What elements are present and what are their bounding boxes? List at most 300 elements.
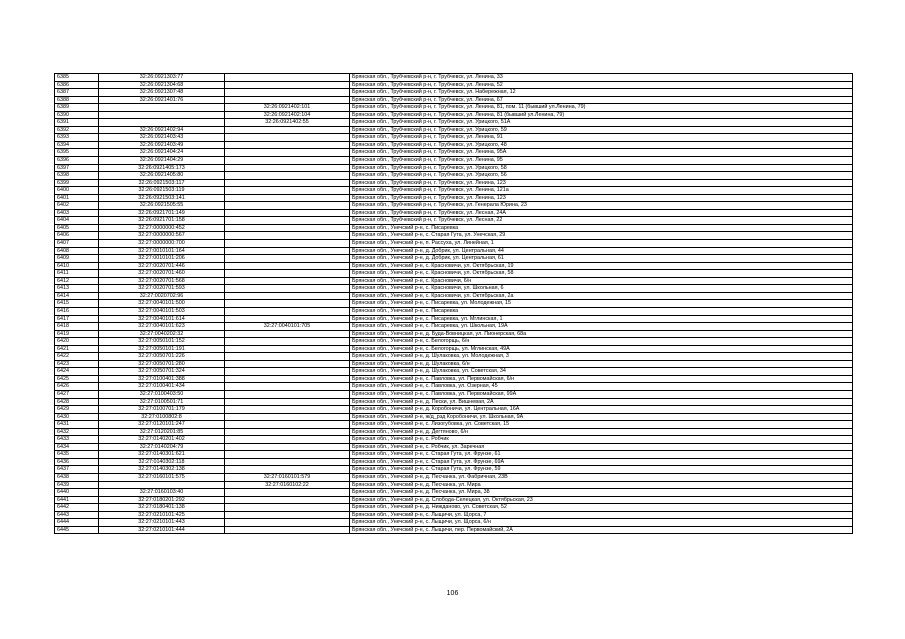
address-cell: Брянская обл., Трубчевский р-н, г. Трубчевск, ул. Ленина, 67 xyxy=(350,96,853,104)
page-number: 106 xyxy=(446,590,459,597)
cadastral-number-cell: 32:27:0160101:575 xyxy=(99,473,225,481)
cadastral-number-cell: 32:26:0921503:141 xyxy=(99,194,225,202)
cadastral-number-cell: 32:27:0100401:434 xyxy=(99,383,225,391)
table-row xyxy=(55,496,853,504)
related-cadastral-number-cell xyxy=(225,307,350,315)
row-number-cell: 6440 xyxy=(55,489,99,497)
row-number-cell: 6429 xyxy=(55,406,99,414)
table-row xyxy=(55,217,853,225)
table-row xyxy=(55,466,853,474)
related-cadastral-number-cell: 32:27:0040101:705 xyxy=(225,323,350,331)
table-row xyxy=(55,421,853,429)
table-row xyxy=(55,81,853,89)
address-cell: Брянская обл., Унечский р-н, с. Старая Гута, ул. Фрунзе, 61 xyxy=(350,451,853,459)
row-number-cell: 6403 xyxy=(55,209,99,217)
row-number-cell: 6389 xyxy=(55,104,99,112)
row-number-cell: 6388 xyxy=(55,96,99,104)
row-number-cell: 6406 xyxy=(55,232,99,240)
related-cadastral-number-cell xyxy=(225,353,350,361)
table-row xyxy=(55,277,853,285)
table-row xyxy=(55,202,853,210)
related-cadastral-number-cell xyxy=(225,338,350,346)
cadastral-number-cell: 32:27:0010101:164 xyxy=(99,247,225,255)
row-number-cell: 6402 xyxy=(55,202,99,210)
cadastral-number-cell: 32:26:0921303:77 xyxy=(99,74,225,82)
row-number-cell: 6442 xyxy=(55,504,99,512)
cadastral-number-cell: 32:27:0120101:247 xyxy=(99,421,225,429)
cadastral-number-cell: 32:26:0921402:94 xyxy=(99,126,225,134)
row-number-cell: 6428 xyxy=(55,398,99,406)
address-cell: Брянская обл., Унечский р-н, с. Писаревка, ул. Мглинская, 1 xyxy=(350,315,853,323)
address-cell: Брянская обл., Унечский р-н, с. Старая Гута, ул. Фрунзе, 59 xyxy=(350,466,853,474)
address-cell: Брянская обл., Трубчевский р-н, г. Трубчевск, ул. Урицкого, 58 xyxy=(350,164,853,172)
address-cell: Брянская обл., Унечский р-н, д. Добрик, ул. Центральная, 61 xyxy=(350,255,853,263)
row-number-cell: 6422 xyxy=(55,353,99,361)
row-number-cell: 6393 xyxy=(55,134,99,142)
related-cadastral-number-cell xyxy=(225,466,350,474)
row-number-cell: 6414 xyxy=(55,292,99,300)
cadastral-number-cell: 32:26:0921701:149 xyxy=(99,209,225,217)
related-cadastral-number-cell xyxy=(225,406,350,414)
table-row xyxy=(55,504,853,512)
related-cadastral-number-cell xyxy=(225,157,350,165)
cadastral-number-cell xyxy=(99,119,225,127)
table-row xyxy=(55,511,853,519)
table-row xyxy=(55,111,853,119)
address-cell: Брянская обл., Унечский р-н, д. Песчанка, ул. Мира, 38 xyxy=(350,489,853,497)
table-row xyxy=(55,368,853,376)
table-row xyxy=(55,232,853,240)
address-cell: Брянская обл., Трубчевский р-н, г. Трубчевск, ул. Урицкого, 48 xyxy=(350,141,853,149)
row-number-cell: 6412 xyxy=(55,277,99,285)
cadastral-number-cell: 32:27:0140201:402 xyxy=(99,436,225,444)
row-number-cell: 6401 xyxy=(55,194,99,202)
related-cadastral-number-cell xyxy=(225,375,350,383)
table-row xyxy=(55,406,853,414)
row-number-cell: 6424 xyxy=(55,368,99,376)
table-row xyxy=(55,157,853,165)
related-cadastral-number-cell xyxy=(225,149,350,157)
related-cadastral-number-cell xyxy=(225,89,350,97)
row-number-cell: 6409 xyxy=(55,255,99,263)
related-cadastral-number-cell xyxy=(225,255,350,263)
related-cadastral-number-cell xyxy=(225,194,350,202)
cadastral-number-cell: 32:26:0921307:48 xyxy=(99,89,225,97)
cadastral-number-cell: 32:27:0050101:191 xyxy=(99,345,225,353)
related-cadastral-number-cell xyxy=(225,270,350,278)
related-cadastral-number-cell xyxy=(225,247,350,255)
related-cadastral-number-cell xyxy=(225,368,350,376)
related-cadastral-number-cell xyxy=(225,277,350,285)
cadastral-number-cell: 32:27:0210101:443 xyxy=(99,519,225,527)
address-cell: Брянская обл., Унечский р-н, с. Белогорщь, ул. Мглинская, 49А xyxy=(350,345,853,353)
related-cadastral-number-cell xyxy=(225,217,350,225)
related-cadastral-number-cell xyxy=(225,413,350,421)
property-table xyxy=(54,73,853,534)
related-cadastral-number-cell xyxy=(225,428,350,436)
table-row xyxy=(55,240,853,248)
address-cell: Брянская обл., Трубчевский р-н, г. Трубчевск, ул. Ленина, 95 xyxy=(350,157,853,165)
address-cell: Брянская обл., Унечский р-н, п. Рассуха, ул. Линейная, 1 xyxy=(350,240,853,248)
address-cell: Брянская обл., Унечский р-н, с. Лыщичи, ул. Щорса, 6/н xyxy=(350,519,853,527)
table-row xyxy=(55,451,853,459)
row-number-cell: 6399 xyxy=(55,179,99,187)
related-cadastral-number-cell xyxy=(225,330,350,338)
address-cell: Брянская обл., Трубчевский р-н, г. Трубчевск, ул. Урицкого, 59 xyxy=(350,126,853,134)
related-cadastral-number-cell xyxy=(225,315,350,323)
related-cadastral-number-cell: 32:27:0160102:22 xyxy=(225,481,350,489)
table-row xyxy=(55,526,853,534)
address-cell: Брянская обл., Унечский р-н, д. Песчанка, ул. Фабричная, 23В xyxy=(350,473,853,481)
table-row xyxy=(55,187,853,195)
cadastral-number-cell: 32:27:0040101:503 xyxy=(99,307,225,315)
related-cadastral-number-cell xyxy=(225,300,350,308)
cadastral-number-cell: 32:27:0020701:460 xyxy=(99,270,225,278)
table-row xyxy=(55,345,853,353)
cadastral-number-cell: 32:27:0100401:388 xyxy=(99,375,225,383)
row-number-cell: 6394 xyxy=(55,141,99,149)
table-row xyxy=(55,300,853,308)
cadastral-number-cell: 32:27:0020701:446 xyxy=(99,262,225,270)
related-cadastral-number-cell: 32:27:0160101:579 xyxy=(225,473,350,481)
related-cadastral-number-cell xyxy=(225,421,350,429)
row-number-cell: 6427 xyxy=(55,390,99,398)
table-row xyxy=(55,390,853,398)
table-row xyxy=(55,285,853,293)
address-cell: Брянская обл., Унечский р-н, с. Белогорщь, 6/н xyxy=(350,338,853,346)
related-cadastral-number-cell xyxy=(225,172,350,180)
cadastral-number-cell: 32:27:0000000:452 xyxy=(99,224,225,232)
related-cadastral-number-cell xyxy=(225,360,350,368)
address-cell: Брянская обл., Унечский р-н, д. Дегтяново, 6/н xyxy=(350,428,853,436)
related-cadastral-number-cell xyxy=(225,451,350,459)
related-cadastral-number-cell xyxy=(225,164,350,172)
row-number-cell: 6408 xyxy=(55,247,99,255)
cadastral-number-cell: 32:26:0921304:68 xyxy=(99,81,225,89)
address-cell: Брянская обл., Унечский р-н, д. Добрик, ул. Центральная, 44 xyxy=(350,247,853,255)
address-cell: Брянская обл., Трубчевский р-н, г. Трубчевск, ул. Урицкого, 51А xyxy=(350,119,853,127)
address-cell: Брянская обл., Унечский р-н, с. Красновичи, ул. Октябрьская, 58 xyxy=(350,270,853,278)
row-number-cell: 6436 xyxy=(55,458,99,466)
related-cadastral-number-cell xyxy=(225,262,350,270)
address-cell: Брянская обл., Трубчевский р-н, г. Трубчевск, ул. Генерала Юрина, 23 xyxy=(350,202,853,210)
row-number-cell: 6430 xyxy=(55,413,99,421)
address-cell: Брянская обл., Унечский р-н, с. Писаревка, ул. Молодежная, 15 xyxy=(350,300,853,308)
table-row xyxy=(55,126,853,134)
row-number-cell: 6423 xyxy=(55,360,99,368)
cadastral-number-cell: 32:27:0180401:138 xyxy=(99,504,225,512)
row-number-cell: 6400 xyxy=(55,187,99,195)
cadastral-number-cell: 32:27:0010101:206 xyxy=(99,255,225,263)
cadastral-number-cell: 32:27:0140302:118 xyxy=(99,458,225,466)
table-row xyxy=(55,519,853,527)
table-row xyxy=(55,96,853,104)
cadastral-number-cell: 32:27:0210101:444 xyxy=(99,526,225,534)
table-row xyxy=(55,398,853,406)
row-number-cell: 6392 xyxy=(55,126,99,134)
related-cadastral-number-cell: 32:26:0921402:104 xyxy=(225,111,350,119)
table-row xyxy=(55,141,853,149)
related-cadastral-number-cell xyxy=(225,74,350,82)
address-cell: Брянская обл., Унечский р-н, с. Старая Гута, ул. Унечская, 29 xyxy=(350,232,853,240)
table-row xyxy=(55,436,853,444)
cadastral-number-cell: 32:27:0140302:138 xyxy=(99,466,225,474)
table-row xyxy=(55,383,853,391)
related-cadastral-number-cell xyxy=(225,285,350,293)
table-body xyxy=(55,74,853,534)
cadastral-number-cell: 32:27:0100802:8 xyxy=(99,413,225,421)
table-row xyxy=(55,338,853,346)
table-row xyxy=(55,255,853,263)
address-cell: Брянская обл., Трубчевский р-н, г. Трубчевск, ул. Ленина, 123 xyxy=(350,194,853,202)
row-number-cell: 6386 xyxy=(55,81,99,89)
row-number-cell: 6419 xyxy=(55,330,99,338)
row-number-cell: 6437 xyxy=(55,466,99,474)
cadastral-number-cell: 32:26:0921405:80 xyxy=(99,172,225,180)
table-row xyxy=(55,428,853,436)
address-cell: Брянская обл., Унечский р-н, с. Робчик, ул. Заречная xyxy=(350,443,853,451)
address-cell: Брянская обл., Унечский р-н, с. Павловка, ул. Первомайская, 6/н xyxy=(350,375,853,383)
address-cell: Брянская обл., Трубчевский р-н, г. Трубчевск, ул. Ленина, 33 xyxy=(350,74,853,82)
table-row xyxy=(55,134,853,142)
cadastral-number-cell xyxy=(99,481,225,489)
address-cell: Брянская обл., Унечский р-н, д. Буда-Вовницкая, ул. Пионерская, 68а xyxy=(350,330,853,338)
related-cadastral-number-cell xyxy=(225,224,350,232)
address-cell: Брянская обл., Унечский р-н, с. Писаревка, ул. Школьная, 19А xyxy=(350,323,853,331)
row-number-cell: 6395 xyxy=(55,149,99,157)
related-cadastral-number-cell xyxy=(225,81,350,89)
related-cadastral-number-cell xyxy=(225,179,350,187)
row-number-cell: 6443 xyxy=(55,511,99,519)
table-row xyxy=(55,119,853,127)
row-number-cell: 6417 xyxy=(55,315,99,323)
address-cell: Брянская обл., Унечский р-н, с. Лизогубовка, ул. Советская, 15 xyxy=(350,421,853,429)
address-cell: Брянская обл., Унечский р-н, д. Шулаковка, ул. Молодежная, 3 xyxy=(350,353,853,361)
table-row xyxy=(55,262,853,270)
row-number-cell: 6396 xyxy=(55,157,99,165)
cadastral-number-cell: 32:26:0921401:76 xyxy=(99,96,225,104)
row-number-cell: 6433 xyxy=(55,436,99,444)
related-cadastral-number-cell xyxy=(225,345,350,353)
table-row xyxy=(55,307,853,315)
table-row xyxy=(55,74,853,82)
cadastral-number-cell: 32:27:0000000:567 xyxy=(99,232,225,240)
row-number-cell: 6407 xyxy=(55,240,99,248)
table-row xyxy=(55,353,853,361)
table-row xyxy=(55,489,853,497)
related-cadastral-number-cell xyxy=(225,489,350,497)
row-number-cell: 6413 xyxy=(55,285,99,293)
row-number-cell: 6426 xyxy=(55,383,99,391)
cadastral-number-cell: 32:27:0210101:425 xyxy=(99,511,225,519)
address-cell: Брянская обл., Унечский р-н, с. Красновичи, ул. Октябрьская, 2а xyxy=(350,292,853,300)
related-cadastral-number-cell xyxy=(225,187,350,195)
cadastral-number-cell: 32:27:0020702:96 xyxy=(99,292,225,300)
related-cadastral-number-cell xyxy=(225,134,350,142)
table-row xyxy=(55,330,853,338)
address-cell: Брянская обл., Трубчевский р-н, г. Трубчевск, ул. Ленина, 95А xyxy=(350,149,853,157)
row-number-cell: 6434 xyxy=(55,443,99,451)
cadastral-number-cell: 32:26:0921503:117 xyxy=(99,179,225,187)
related-cadastral-number-cell xyxy=(225,436,350,444)
table-row xyxy=(55,149,853,157)
row-number-cell: 6398 xyxy=(55,172,99,180)
related-cadastral-number-cell xyxy=(225,504,350,512)
row-number-cell: 6445 xyxy=(55,526,99,534)
table-row xyxy=(55,481,853,489)
related-cadastral-number-cell xyxy=(225,526,350,534)
cadastral-number-cell: 32:27:0100501:71 xyxy=(99,398,225,406)
address-cell: Брянская обл., Унечский р-н, с. Робчик xyxy=(350,436,853,444)
address-cell: Брянская обл., Трубчевский р-н, г. Трубчевск, ул. Ленина, 123 xyxy=(350,179,853,187)
cadastral-number-cell: 32:26:0921405:173 xyxy=(99,164,225,172)
row-number-cell: 6444 xyxy=(55,519,99,527)
related-cadastral-number-cell: 32:26:0921402:101 xyxy=(225,104,350,112)
related-cadastral-number-cell xyxy=(225,232,350,240)
cadastral-number-cell: 32:27:0020701:568 xyxy=(99,277,225,285)
cadastral-number-cell: 32:26:0921404:24 xyxy=(99,149,225,157)
cadastral-number-cell: 32:27:0040202:32 xyxy=(99,330,225,338)
cadastral-number-cell: 32:26:0921403:43 xyxy=(99,134,225,142)
row-number-cell: 6405 xyxy=(55,224,99,232)
address-cell: Брянская обл., Унечский р-н, с. Лыщичи, пер. Первомайский, 2А xyxy=(350,526,853,534)
cadastral-number-cell: 32:27:0050701:226 xyxy=(99,353,225,361)
related-cadastral-number-cell xyxy=(225,202,350,210)
address-cell: Брянская обл., Унечский р-н, д. Шулаковка, ул. Советская, 34 xyxy=(350,368,853,376)
address-cell: Брянская обл., Унечский р-н, с. Писаревка xyxy=(350,224,853,232)
address-cell: Брянская обл., Унечский р-н, д. Коробоничи, ул. Центральная, 16А xyxy=(350,406,853,414)
table-row xyxy=(55,292,853,300)
address-cell: Брянская обл., Трубчевский р-н, г. Трубчевск, ул. Лесная, 24А xyxy=(350,209,853,217)
table-row xyxy=(55,194,853,202)
address-cell: Брянская обл., Трубчевский р-н, г. Трубчевск, ул. Ленина, 81, пом. 11 (бывший ул.Ленина, 79) xyxy=(350,104,853,112)
row-number-cell: 6435 xyxy=(55,451,99,459)
related-cadastral-number-cell xyxy=(225,383,350,391)
address-cell: Брянская обл., Трубчевский р-н, г. Трубчевск, ул. Ленина, 121а xyxy=(350,187,853,195)
related-cadastral-number-cell: 32:26:0921402:55 xyxy=(225,119,350,127)
row-number-cell: 6438 xyxy=(55,473,99,481)
table-row xyxy=(55,89,853,97)
table-row xyxy=(55,164,853,172)
cadastral-number-cell: 32:27:0050701:280 xyxy=(99,360,225,368)
cadastral-number-cell: 32:27:0100403:50 xyxy=(99,390,225,398)
table-row xyxy=(55,360,853,368)
table-row xyxy=(55,172,853,180)
row-number-cell: 6390 xyxy=(55,111,99,119)
cadastral-number-cell xyxy=(99,111,225,119)
cadastral-number-cell: 32:27:0180201:292 xyxy=(99,496,225,504)
table-row xyxy=(55,224,853,232)
row-number-cell: 6404 xyxy=(55,217,99,225)
cadastral-number-cell: 32:27:0000000:700 xyxy=(99,240,225,248)
address-cell: Брянская обл., Трубчевский р-н, г. Трубчевск, ул. Лесная, 22 xyxy=(350,217,853,225)
address-cell: Брянская обл., Унечский р-н, д. Пески, ул. Вишневая, 2А xyxy=(350,398,853,406)
address-cell: Брянская обл., Унечский р-н, д. Слобода-Селецкая, ул. Октябрьская, 23 xyxy=(350,496,853,504)
related-cadastral-number-cell xyxy=(225,458,350,466)
address-cell: Брянская обл., Трубчевский р-н, г. Трубчевск, ул. Ленина, 52 xyxy=(350,81,853,89)
cadastral-number-cell: 32:26:0921403:49 xyxy=(99,141,225,149)
row-number-cell: 6425 xyxy=(55,375,99,383)
row-number-cell: 6391 xyxy=(55,119,99,127)
address-cell: Брянская обл., Унечский р-н, с. Красновичи, ул. Школьная, 6 xyxy=(350,285,853,293)
row-number-cell: 6432 xyxy=(55,428,99,436)
related-cadastral-number-cell xyxy=(225,443,350,451)
cadastral-number-cell: 32:27:0040101:614 xyxy=(99,315,225,323)
cadastral-number-cell: 32:26:0921503:119 xyxy=(99,187,225,195)
row-number-cell: 6420 xyxy=(55,338,99,346)
address-cell: Брянская обл., Трубчевский р-н, г. Трубчевск, ул. Урицкого, 56 xyxy=(350,172,853,180)
cadastral-number-cell: 32:27:0050101:152 xyxy=(99,338,225,346)
address-cell: Брянская обл., Унечский р-н, с. Лыщичи, ул. Щорса, 7 xyxy=(350,511,853,519)
table-row xyxy=(55,179,853,187)
table-row xyxy=(55,323,853,331)
row-number-cell: 6439 xyxy=(55,481,99,489)
row-number-cell: 6418 xyxy=(55,323,99,331)
address-cell: Брянская обл., Унечский р-н, с. Старая Гута, ул. Фрунзе, 69А xyxy=(350,458,853,466)
table-row xyxy=(55,413,853,421)
cadastral-number-cell: 32:27:0140301:621 xyxy=(99,451,225,459)
row-number-cell: 6441 xyxy=(55,496,99,504)
related-cadastral-number-cell xyxy=(225,126,350,134)
row-number-cell: 6415 xyxy=(55,300,99,308)
related-cadastral-number-cell xyxy=(225,292,350,300)
address-cell: Брянская обл., Унечский р-н, с. Красновичи, 6/н xyxy=(350,277,853,285)
row-number-cell: 6411 xyxy=(55,270,99,278)
table-row xyxy=(55,270,853,278)
related-cadastral-number-cell xyxy=(225,511,350,519)
table-row xyxy=(55,104,853,112)
cadastral-number-cell: 32:27:0120201:85 xyxy=(99,428,225,436)
cadastral-number-cell: 32:27:0160103:40 xyxy=(99,489,225,497)
related-cadastral-number-cell xyxy=(225,519,350,527)
cadastral-number-cell: 32:26:0921701:158 xyxy=(99,217,225,225)
address-cell: Брянская обл., Трубчевский р-н, г. Трубчевск, ул. Набережная, 12 xyxy=(350,89,853,97)
table-row xyxy=(55,209,853,217)
address-cell: Брянская обл., Трубчевский р-н, г. Трубчевск, ул. Ленина, 91 xyxy=(350,134,853,142)
table-row xyxy=(55,443,853,451)
cadastral-number-cell: 32:26:0921505:55 xyxy=(99,202,225,210)
address-cell: Брянская обл., Унечский р-н, с. Писаревка xyxy=(350,307,853,315)
row-number-cell: 6387 xyxy=(55,89,99,97)
table-row xyxy=(55,458,853,466)
related-cadastral-number-cell xyxy=(225,96,350,104)
address-cell: Брянская обл., Унечский р-н, д. Нижданово, ул. Советская, 52 xyxy=(350,504,853,512)
address-cell: Брянская обл., Унечский р-н, ж/д_рзд Коробоничи, ул. Школьная, 9А xyxy=(350,413,853,421)
related-cadastral-number-cell xyxy=(225,141,350,149)
cadastral-number-cell: 32:27:0140204:79 xyxy=(99,443,225,451)
row-number-cell: 6416 xyxy=(55,307,99,315)
related-cadastral-number-cell xyxy=(225,209,350,217)
cadastral-number-cell: 32:27:0040101:623 xyxy=(99,323,225,331)
related-cadastral-number-cell xyxy=(225,398,350,406)
row-number-cell: 6397 xyxy=(55,164,99,172)
address-cell: Брянская обл., Унечский р-н, с. Павловка, ул. Первомайская, 99А xyxy=(350,390,853,398)
cadastral-number-cell: 32:27:0040101:500 xyxy=(99,300,225,308)
row-number-cell: 6431 xyxy=(55,421,99,429)
table-row xyxy=(55,473,853,481)
address-cell: Брянская обл., Унечский р-н, д. Шулаковка, 6/н xyxy=(350,360,853,368)
row-number-cell: 6385 xyxy=(55,74,99,82)
cadastral-number-cell: 32:26:0921404:29 xyxy=(99,157,225,165)
related-cadastral-number-cell xyxy=(225,496,350,504)
cadastral-number-cell: 32:27:0020701:593 xyxy=(99,285,225,293)
table-row xyxy=(55,375,853,383)
address-cell: Брянская обл., Унечский р-н, с. Красновичи, ул. Октябрьская, 19 xyxy=(350,262,853,270)
table-row xyxy=(55,247,853,255)
cadastral-number-cell: 32:27:0050701:324 xyxy=(99,368,225,376)
address-cell: Брянская обл., Трубчевский р-н, г. Трубчевск, ул. Ленина, 81 (бывший ул.Ленина, 79) xyxy=(350,111,853,119)
related-cadastral-number-cell xyxy=(225,240,350,248)
